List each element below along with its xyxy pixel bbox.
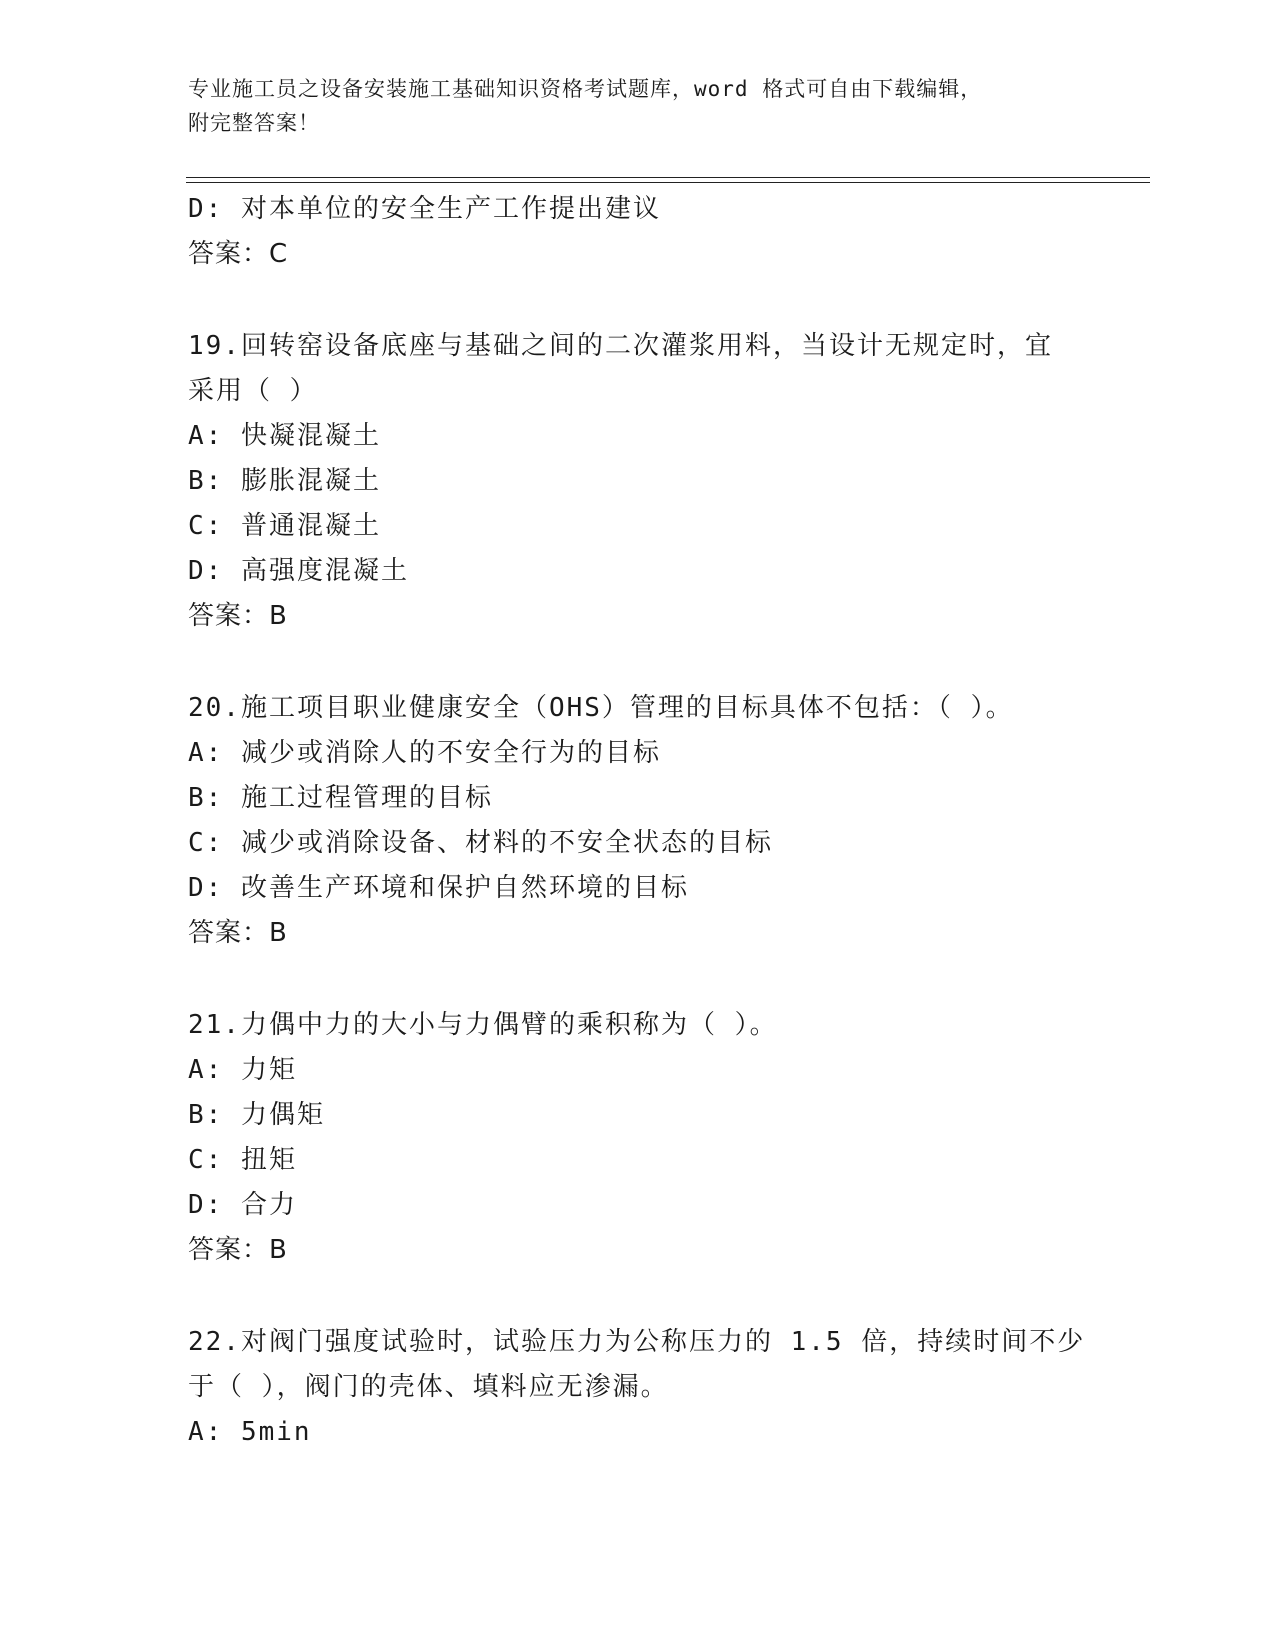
question-stem: 20.施工项目职业健康安全（OHS）管理的目标具体不包括：（ ）。 [188,693,1014,723]
question-stem: 21.力偶中力的大小与力偶臂的乘积称为（ ）。 [188,1010,778,1040]
answer: 答案：C [188,239,289,269]
option-c: C: 普通混凝土 [188,511,381,541]
header-line-2: 附完整答案！ [188,111,320,135]
option-b: B: 力偶矩 [188,1100,325,1130]
answer: 答案：B [188,601,288,631]
option-d: D: 对本单位的安全生产工作提出建议 [188,194,661,224]
question-20 [188,686,1088,956]
document-header [188,72,1088,140]
question-stem: 19.回转窑设备底座与基础之间的二次灌浆用料，当设计无规定时，宜 [188,331,1053,361]
answer: 答案：B [188,918,288,948]
question-18-tail [188,187,1088,277]
option-b: B: 膨胀混凝土 [188,466,381,496]
option-c: C: 扭矩 [188,1145,297,1175]
option-a: A: 快凝混凝土 [188,421,381,451]
header-divider-bottom [186,182,1150,183]
option-c: C: 减少或消除设备、材料的不安全状态的目标 [188,828,773,858]
option-d: D: 合力 [188,1190,297,1220]
option-a: A: 减少或消除人的不安全行为的目标 [188,738,661,768]
option-b: B: 施工过程管理的目标 [188,783,493,813]
answer: 答案：B [188,1235,288,1265]
option-a: A: 5min [188,1417,312,1447]
header-line-1: 专业施工员之设备安装施工基础知识资格考试题库，word 格式可自由下载编辑， [188,77,983,101]
question-stem: 22.对阀门强度试验时，试验压力为公称压力的 1.5 倍，持续时间不少 [188,1327,1086,1357]
header-divider-top [186,177,1150,178]
option-a: A: 力矩 [188,1055,297,1085]
question-list [188,187,1088,1455]
question-22 [188,1320,1088,1455]
option-d: D: 高强度混凝土 [188,556,409,586]
question-stem-continued: 采用（ ） [188,376,318,406]
option-d: D: 改善生产环境和保护自然环境的目标 [188,873,689,903]
question-stem-continued: 于（ ），阀门的壳体、填料应无渗漏。 [188,1372,669,1402]
question-21 [188,1003,1088,1273]
question-19 [188,324,1088,639]
